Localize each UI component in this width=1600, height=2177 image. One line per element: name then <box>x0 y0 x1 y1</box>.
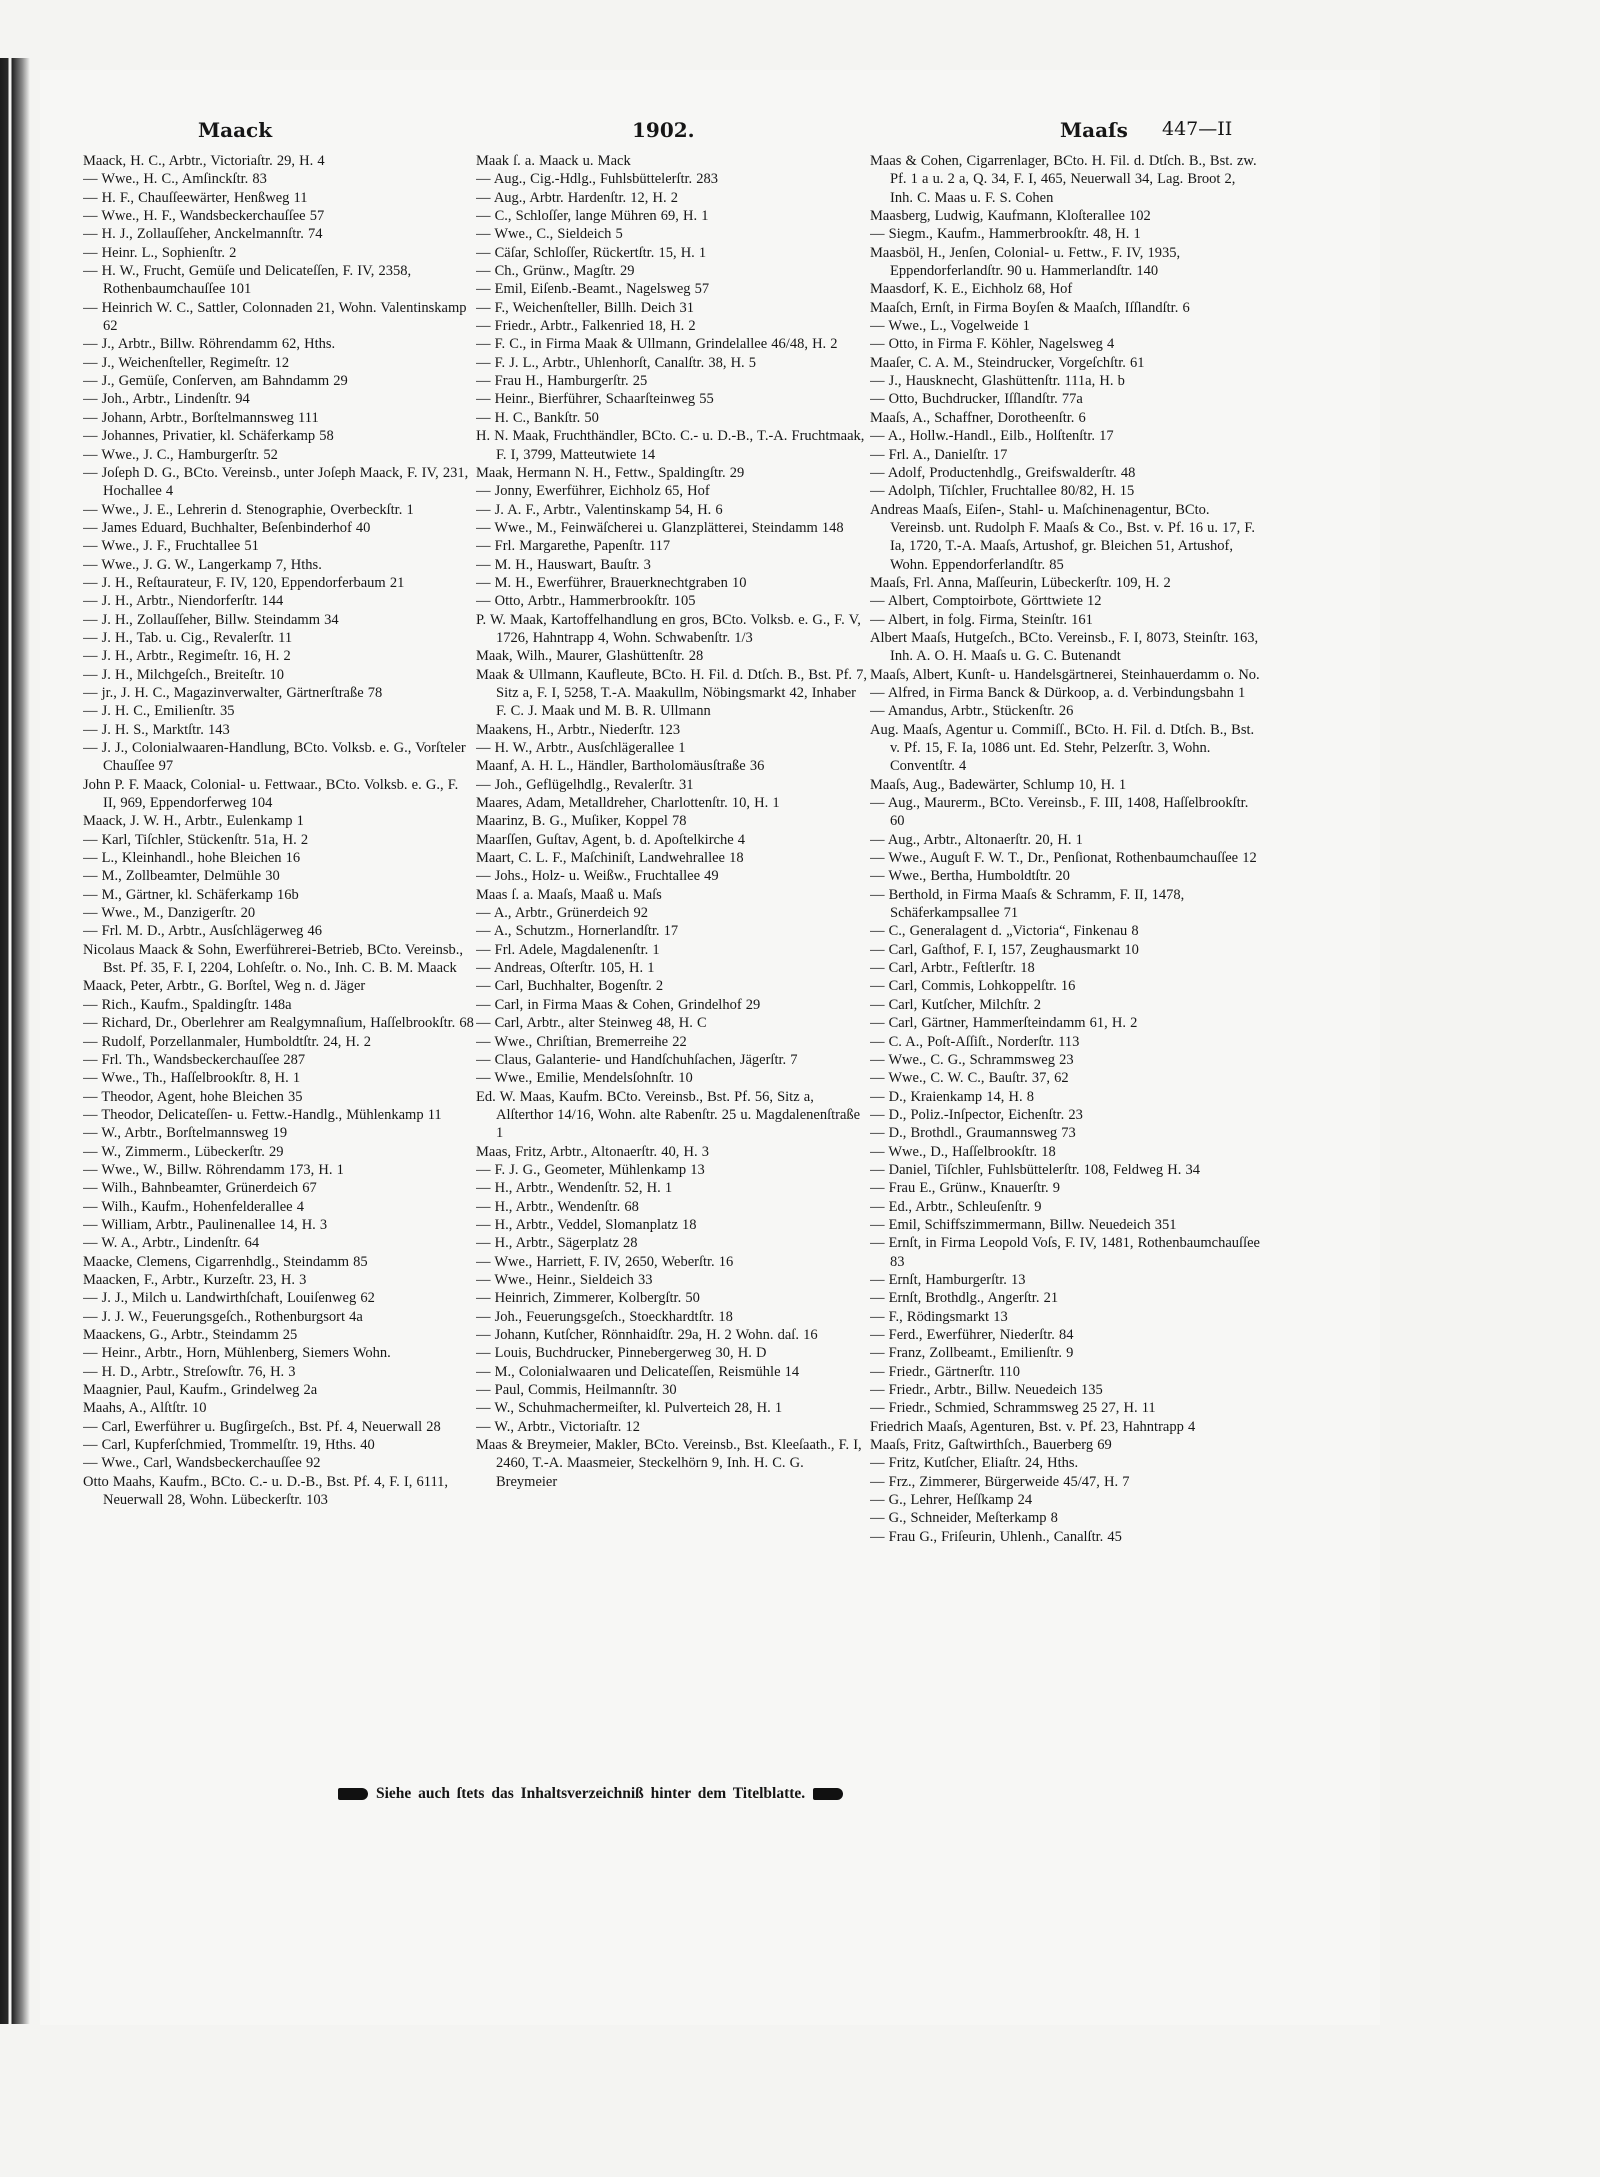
directory-entry: Maas & Cohen, Cigarrenlager, BCto. H. Fil. d. Dtſch. B., Bst. zw. Pf. 1 a u. 2 a, Q. 34, F. I, 465, Neuerwall 34, Lag. Broot 2, Inh. C. Maas u. F. S. Cohen <box>870 153 1257 206</box>
directory-entry: — Wwe., Chriſtian, Bremerreihe 22 <box>476 1033 687 1050</box>
directory-entry: — Wwe., M., Danzigerſtr. 20 <box>83 905 256 922</box>
directory-entry: — Louis, Buchdrucker, Pinnebergerweg 30, H. D <box>476 1345 767 1362</box>
directory-entry: — Wwe., Harriett, F. IV, 2650, Weberſtr. 16 <box>476 1253 734 1270</box>
directory-entry: — Carl, Kutſcher, Milchſtr. 2 <box>870 996 1041 1013</box>
directory-entry: — J., Hausknecht, Glashüttenſtr. 111a, H. b <box>870 373 1125 390</box>
directory-entry: — Aug., Cig.-Hdlg., Fuhlsbüttelerſtr. 283 <box>476 171 719 188</box>
directory-entry: Maart, C. L. F., Maſchiniſt, Landwehrallee 18 <box>476 850 744 867</box>
directory-entry: — Claus, Galanterie- und Handſchuhſachen, Jägerſtr. 7 <box>476 1051 798 1068</box>
directory-entry: — Wwe., J. G. W., Langerkamp 7, Hths. <box>83 556 322 573</box>
directory-entry: — A., Hollw.-Handl., Eilb., Holſtenſtr. 17 <box>870 428 1114 445</box>
directory-entry: John P. F. Maack, Colonial- u. Fettwaar., BCto. Volksb. e. G., F. II, 969, Eppendorferweg 104 <box>83 776 459 812</box>
directory-entry: — James Eduard, Buchhalter, Beſenbinderhof 40 <box>83 519 371 536</box>
directory-entry: — M., Gärtner, kl. Schäferkamp 16b <box>83 886 299 903</box>
directory-entry: Maak & Ullmann, Kaufleute, BCto. H. Fil. d. Dtſch. B., Bst. Pf. 7, Sitz a, F. I, 5258, T.-A. Maakullm, Nöbingsmarkt 42, Inhaber F. C. J. Maak und M. B. R. Ullmann <box>476 666 868 720</box>
directory-entry: — Aug., Arbtr., Altonaerſtr. 20, H. 1 <box>870 831 1083 848</box>
directory-entry: — Joh., Arbtr., Lindenſtr. 94 <box>83 391 250 408</box>
directory-entry: — Wilh., Bahnbeamter, Grünerdeich 67 <box>83 1180 317 1197</box>
directory-entry: — W., Arbtr., Victoriaſtr. 12 <box>476 1418 640 1435</box>
directory-entry: — M., Colonialwaaren und Delicateſſen, Reismühle 14 <box>476 1363 800 1380</box>
directory-entry: Ed. W. Maas, Kaufm. BCto. Vereinsb., Bst. Pf. 56, Sitz a, Alſterthor 14/16, Wohn. alte Rabenſtr. 25 u. Magdalenenſtraße 1 <box>476 1088 861 1142</box>
directory-entry: — Emil, Schiffszimmermann, Billw. Neuedeich 351 <box>870 1216 1177 1233</box>
directory-entry: — Emil, Eiſenb.-Beamt., Nagelsweg 57 <box>476 281 710 298</box>
page-footer <box>330 1785 1230 1803</box>
directory-entry: — H. W., Frucht, Gemüſe und Delicateſſen, F. IV, 2358, Rothenbaumchauſſee 101 <box>83 263 412 298</box>
directory-entry: P. W. Maak, Kartoffelhandlung en gros, BCto. Volksb. e. G., F. V, 1726, Hahntrapp 4, Wohn. Schwabenſtr. 1/3 <box>476 611 861 646</box>
directory-entry: — H., Arbtr., Veddel, Slomanplatz 18 <box>476 1216 697 1233</box>
directory-entry: — Wilh., Kaufm., Hohenfelderallee 4 <box>83 1198 304 1215</box>
directory-entry: — Wwe., M., Feinwäſcherei u. Glanzplätterei, Steindamm 148 <box>476 519 844 536</box>
directory-entry: — Otto, Buchdrucker, Iſſlandſtr. 77a <box>870 391 1083 408</box>
directory-entry: Maasböl, H., Jenſen, Colonial- u. Fettw., F. IV, 1935, Eppendorferlandſtr. 90 u. Hammerlandſtr. 140 <box>870 244 1181 280</box>
directory-entry: Maas ſ. a. Maaſs, Maaß u. Maſs <box>476 886 662 903</box>
directory-entry: — J. H. S., Marktſtr. 143 <box>83 721 230 738</box>
directory-entry: Maasdorf, K. E., Eichholz 68, Hof <box>870 281 1073 298</box>
directory-entry: — Amandus, Arbtr., Stückenſtr. 26 <box>870 703 1074 720</box>
directory-entry: — Daniel, Tiſchler, Fuhlsbüttelerſtr. 108, Feldweg H. 34 <box>870 1161 1200 1178</box>
directory-entry: — Frau G., Friſeurin, Uhlenh., Canalſtr. 45 <box>870 1528 1122 1545</box>
directory-entry: — Carl, Arbtr., Feſtlerſtr. 18 <box>870 960 1035 977</box>
directory-entry: — Wwe., J. C., Hamburgerſtr. 52 <box>83 446 278 463</box>
directory-entry: — W., Zimmerm., Lübeckerſtr. 29 <box>83 1143 284 1160</box>
directory-entry: Maanf, A. H. L., Händler, Bartholomäusſtraße 36 <box>476 758 765 775</box>
directory-entry: — H. J., Zollauſſeher, Anckelmannſtr. 74 <box>83 226 323 243</box>
pointing-hand-icon <box>813 1788 843 1800</box>
directory-entry: Maarinz, B. G., Muſiker, Koppel 78 <box>476 813 687 830</box>
directory-entry: — J., Weichenſteller, Regimeſtr. 12 <box>83 354 290 371</box>
directory-entry: — Jonny, Ewerführer, Eichholz 65, Hof <box>476 483 710 500</box>
directory-entry: — Alfred, in Firma Banck & Dürkoop, a. d. Verbindungsbahn 1 <box>870 684 1246 701</box>
directory-entry: Nicolaus Maack & Sohn, Ewerführerei-Betrieb, BCto. Vereinsb., Bst. Pf. 35, F. I, 2204, Lohſeſtr. o. No., Inh. C. B. M. Maack <box>83 941 464 977</box>
directory-entry: Maares, Adam, Metalldreher, Charlottenſtr. 10, H. 1 <box>476 795 780 812</box>
directory-entry: — Wwe., L., Vogelweide 1 <box>870 318 1030 335</box>
directory-entry: — Frau H., Hamburgerſtr. 25 <box>476 373 648 390</box>
directory-entry: — Andreas, Oſterſtr. 105, H. 1 <box>476 960 655 977</box>
directory-entry: — J. H., Tab. u. Cig., Revalerſtr. 11 <box>83 629 293 646</box>
directory-entry: — M. H., Ewerführer, Brauerknechtgraben 10 <box>476 574 747 591</box>
directory-entry: — F. J. G., Geometer, Mühlenkamp 13 <box>476 1161 705 1178</box>
directory-entry: — Fritz, Kutſcher, Eliaſtr. 24, Hths. <box>870 1455 1079 1472</box>
directory-entry: — Karl, Tiſchler, Stückenſtr. 51a, H. 2 <box>83 831 309 848</box>
directory-entry: — M. H., Hauswart, Bauſtr. 3 <box>476 556 651 573</box>
directory-entry: Andreas Maaſs, Eiſen-, Stahl- u. Maſchinenagentur, BCto. Vereinsb. unt. Rudolph F. Maaſs & Co., Bst. v. Pf. 16 u. 17, F. Ia, 1720, T.-A. Maaſs, Artushof, gr. Bleichen 51, Artushof, Wohn. Eppendorferlandſtr. 85 <box>870 501 1255 573</box>
directory-entry: — Wwe., Auguſt F. W. T., Dr., Penſionat, Rothenbaumchauſſee 12 <box>870 850 1257 867</box>
directory-entry: — Albert, in folg. Firma, Steinſtr. 161 <box>870 611 1093 628</box>
directory-entry: — J. H., Milchgeſch., Breiteſtr. 10 <box>83 666 285 683</box>
directory-entry: — C. A., Poſt-Aſſiſt., Norderſtr. 113 <box>870 1033 1080 1050</box>
directory-entry: — H., Arbtr., Wendenſtr. 68 <box>476 1198 639 1215</box>
directory-entry: — Friedr., Arbtr., Billw. Neuedeich 135 <box>870 1382 1103 1399</box>
directory-entry: — Albert, Comptoirbote, Görttwiete 12 <box>870 593 1102 610</box>
book-binding-edge <box>0 58 30 2024</box>
pointing-hand-icon <box>338 1788 368 1800</box>
directory-entry: — W., Schuhmachermeiſter, kl. Pulverteich 28, H. 1 <box>476 1400 783 1417</box>
directory-entry: — Paul, Commis, Heilmannſtr. 30 <box>476 1382 677 1399</box>
directory-entry: Maas & Breymeier, Makler, BCto. Vereinsb., Bst. Kleeſaath., F. I, 2460, T.-A. Maasmeier, Steckelhörn 9, Inh. H. C. G. Breymeier <box>476 1437 862 1490</box>
header-right-keyword: Maaſs <box>1060 118 1128 142</box>
page-header <box>80 118 1320 148</box>
page-number: 447—II <box>1162 118 1233 140</box>
directory-entry: — Friedr., Arbtr., Falkenried 18, H. 2 <box>476 318 696 335</box>
directory-entry: — D., Kraienkamp 14, H. 8 <box>870 1088 1034 1105</box>
directory-entry: — Carl, in Firma Maas & Cohen, Grindelhof 29 <box>476 996 761 1013</box>
directory-entry: Aug. Maaſs, Agentur u. Commiſſ., BCto. H. Fil. d. Dtſch. B., Bst. v. Pf. 15, F. Ia, 1086 unt. Ed. Stehr, Pelzerſtr. 3, Wohn. Conventſtr. 4 <box>870 721 1255 775</box>
directory-entry: — Otto, Arbtr., Hammerbrookſtr. 105 <box>476 593 696 610</box>
directory-entry: Maaſs, Aug., Badewärter, Schlump 10, H. 1 <box>870 776 1127 793</box>
directory-entry: — C., Generalagent d. „Victoria“, Finkenau 8 <box>870 923 1139 940</box>
header-year: 1902. <box>632 118 695 142</box>
directory-entry: — F. C., in Firma Maak & Ullmann, Grindelallee 46/48, H. 2 <box>476 336 838 353</box>
directory-entry: Maaſs, Fritz, Gaſtwirthſch., Bauerberg 69 <box>870 1437 1112 1454</box>
directory-entry: — D., Brothdl., Graumannsweg 73 <box>870 1125 1076 1142</box>
directory-entry: — Heinrich, Zimmerer, Kolbergſtr. 50 <box>476 1290 700 1307</box>
directory-entry: — Frl. Margarethe, Papenſtr. 117 <box>476 538 671 555</box>
directory-entry: Maacken, F., Arbtr., Kurzeſtr. 23, H. 3 <box>83 1271 307 1288</box>
directory-entry: — Carl, Kupferſchmied, Trommelſtr. 19, Hths. 40 <box>83 1437 375 1454</box>
directory-entry: Maaſer, C. A. M., Steindrucker, Vorgeſchſtr. 61 <box>870 354 1145 371</box>
directory-entry: — H., Arbtr., Wendenſtr. 52, H. 1 <box>476 1180 673 1197</box>
directory-entry: Maarſſen, Guſtav, Agent, b. d. Apoſtelkirche 4 <box>476 831 746 848</box>
directory-entry: — Wwe., Heinr., Sieldeich 33 <box>476 1271 653 1288</box>
directory-entry: Maackens, G., Arbtr., Steindamm 25 <box>83 1327 298 1343</box>
directory-entry: Maaſs, Albert, Kunſt- u. Handelsgärtnerei, Steinhauerdamm o. No. <box>870 666 1260 683</box>
directory-entry: — W., Arbtr., Borſtelmannsweg 19 <box>83 1125 288 1142</box>
directory-entry: Maack, J. W. H., Arbtr., Eulenkamp 1 <box>83 813 304 830</box>
directory-column-1 <box>83 152 475 1762</box>
directory-entry: — Wwe., J. E., Lehrerin d. Stenographie, Overbeckſtr. 1 <box>83 501 414 518</box>
directory-entry: — William, Arbtr., Paulinenallee 14, H. 3 <box>83 1216 328 1233</box>
directory-entry: — Rudolf, Porzellanmaler, Humboldtſtr. 24, H. 2 <box>83 1033 371 1050</box>
directory-entry: — Wwe., C., Sieldeich 5 <box>476 226 623 243</box>
directory-entry: — Frl. A., Danielſtr. 17 <box>870 446 1008 463</box>
directory-entry: — Theodor, Delicateſſen- u. Fettw.-Handlg., Mühlenkamp 11 <box>83 1106 442 1123</box>
directory-entry: — J. H., Reſtaurateur, F. IV, 120, Eppendorferbaum 21 <box>83 574 405 591</box>
directory-entry: — Johs., Holz- u. Weißw., Fruchtallee 49 <box>476 868 719 885</box>
directory-entry: — Frz., Zimmerer, Bürgerweide 45/47, H. 7 <box>870 1473 1130 1490</box>
directory-entry: — J. J., Milch u. Landwirthſchaft, Louiſenweg 62 <box>83 1290 375 1307</box>
directory-entry: — Frau E., Grünw., Knauerſtr. 9 <box>870 1180 1061 1197</box>
directory-entry: — J. H. C., Emilienſtr. 35 <box>83 703 235 720</box>
directory-entry: — Heinr., Bierführer, Schaarſteinweg 55 <box>476 391 714 408</box>
directory-entry: — Adolph, Tiſchler, Fruchtallee 80/82, H. 15 <box>870 483 1135 500</box>
directory-entry: — Heinrich W. C., Sattler, Colonnaden 21, Wohn. Valentinskamp 62 <box>83 299 467 335</box>
directory-entry: — Ernſt, in Firma Leopold Voſs, F. IV, 1481, Rothenbaumchauſſee 83 <box>870 1235 1260 1270</box>
directory-entry: Maak, Wilh., Maurer, Glashüttenſtr. 28 <box>476 648 704 665</box>
directory-entry: — Aug., Maurerm., BCto. Vereinsb., F. III, 1408, Haſſelbrookſtr. 60 <box>870 795 1249 830</box>
directory-entry: — Joh., Feuerungsgeſch., Stoeckhardtſtr. 18 <box>476 1308 733 1325</box>
directory-entry: — Wwe., Carl, Wandsbeckerchauſſee 92 <box>83 1455 321 1472</box>
directory-column-3 <box>870 152 1262 1762</box>
directory-entry: — H., Arbtr., Sägerplatz 28 <box>476 1235 638 1252</box>
directory-entry: — G., Schneider, Meſterkamp 8 <box>870 1510 1058 1527</box>
directory-entry: Maagnier, Paul, Kaufm., Grindelweg 2a <box>83 1382 318 1399</box>
directory-entry: — M., Zollbeamter, Delmühle 30 <box>83 868 280 885</box>
directory-entry: — F., Rödingsmarkt 13 <box>870 1308 1008 1325</box>
directory-entry: — H. D., Arbtr., Streſowſtr. 76, H. 3 <box>83 1363 296 1380</box>
directory-entry: — A., Arbtr., Grünerdeich 92 <box>476 905 648 922</box>
directory-entry: — Carl, Ewerführer u. Bugſirgeſch., Bst. Pf. 4, Neuerwall 28 <box>83 1418 441 1435</box>
directory-entry: — Carl, Gaſthof, F. I, 157, Zeughausmarkt 10 <box>870 941 1139 958</box>
header-left-keyword: Maack <box>198 118 273 142</box>
directory-entry: — Wwe., C. G., Schrammsweg 23 <box>870 1051 1074 1068</box>
directory-entry: Maack, H. C., Arbtr., Victoriaſtr. 29, H. 4 <box>83 153 325 169</box>
directory-entry: Maaſch, Ernſt, in Firma Boyſen & Maaſch, Iſſlandſtr. 6 <box>870 299 1190 316</box>
directory-entry: — Johann, Kutſcher, Rönnhaidſtr. 29a, H. 2 Wohn. daſ. 16 <box>476 1327 818 1343</box>
directory-entry: — F., Weichenſteller, Billh. Deich 31 <box>476 299 694 316</box>
directory-entry: — Joh., Geflügelhdlg., Revalerſtr. 31 <box>476 776 694 793</box>
directory-entry: — Adolf, Productenhdlg., Greifswalderſtr. 48 <box>870 464 1136 481</box>
directory-entry: — Otto, in Firma F. Köhler, Nagelsweg 4 <box>870 336 1115 353</box>
directory-entry: — Ernſt, Hamburgerſtr. 13 <box>870 1271 1026 1288</box>
directory-entry: — J. H., Zollauſſeher, Billw. Steindamm 34 <box>83 611 339 628</box>
directory-entry: — Siegm., Kaufm., Hammerbrookſtr. 48, H. 1 <box>870 226 1141 243</box>
directory-entry: Friedrich Maaſs, Agenturen, Bst. v. Pf. 23, Hahntrapp 4 <box>870 1418 1196 1435</box>
directory-entry: — Johannes, Privatier, kl. Schäferkamp 58 <box>83 428 334 445</box>
directory-entry: — H. W., Arbtr., Ausſchlägerallee 1 <box>476 740 686 756</box>
directory-entry: — C., Schloſſer, lange Mühren 69, H. 1 <box>476 208 709 225</box>
directory-entry: Maasberg, Ludwig, Kaufmann, Kloſterallee 102 <box>870 208 1151 225</box>
directory-entry: — Wwe., D., Haſſelbrookſtr. 18 <box>870 1143 1056 1160</box>
directory-entry: — Wwe., J. F., Fruchtallee 51 <box>83 538 259 555</box>
directory-entry: — W. A., Arbtr., Lindenſtr. 64 <box>83 1235 260 1252</box>
directory-entry: — A., Schutzm., Hornerlandſtr. 17 <box>476 923 679 940</box>
directory-entry: — J. A. F., Arbtr., Valentinskamp 54, H. 6 <box>476 501 723 518</box>
directory-entry: — Carl, Arbtr., alter Steinweg 48, H. C <box>476 1015 707 1032</box>
directory-entry: — L., Kleinhandl., hohe Bleichen 16 <box>83 850 301 867</box>
directory-entry: Maahs, A., Alſtſtr. 10 <box>83 1400 207 1417</box>
directory-entry: Maaſs, A., Schaffner, Dorotheenſtr. 6 <box>870 409 1086 426</box>
directory-entry: — Ch., Grünw., Magſtr. 29 <box>476 263 635 280</box>
directory-entry: — Johann, Arbtr., Borſtelmannsweg 111 <box>83 409 319 426</box>
directory-entry: Albert Maaſs, Hutgeſch., BCto. Vereinsb., F. I, 8073, Steinſtr. 163, Inh. A. O. H. Maaſs u. G. C. Butenandt <box>870 629 1259 665</box>
directory-entry: — Heinr., Arbtr., Horn, Mühlenberg, Siemers Wohn. <box>83 1345 391 1362</box>
directory-entry: Maacke, Clemens, Cigarrenhdlg., Steindamm 85 <box>83 1253 368 1270</box>
directory-entry: — Ferd., Ewerführer, Niederſtr. 84 <box>870 1327 1074 1343</box>
directory-entry: H. N. Maak, Fruchthändler, BCto. C.- u. D.-B., T.-A. Fruchtmaak, F. I, 3799, Matteutwiete 14 <box>476 428 865 463</box>
directory-entry: — Wwe., W., Billw. Röhrendamm 173, H. 1 <box>83 1161 344 1178</box>
directory-entry: — Ernſt, Brothdlg., Angerſtr. 21 <box>870 1290 1059 1307</box>
directory-entry: Otto Maahs, Kaufm., BCto. C.- u. D.-B., Bst. Pf. 4, F. I, 6111, Neuerwall 28, Wohn. Lübeckerſtr. 103 <box>83 1473 449 1509</box>
directory-column-2 <box>476 152 868 1762</box>
directory-entry: — J., Gemüſe, Conſerven, am Bahndamm 29 <box>83 373 348 390</box>
directory-entry: — J. J., Colonialwaaren-Handlung, BCto. Volksb. e. G., Vorſteler Chauſſee 97 <box>83 740 466 775</box>
directory-entry: — Ed., Arbtr., Schleuſenſtr. 9 <box>870 1198 1042 1215</box>
directory-entry: — Wwe., H. C., Amſinckſtr. 83 <box>83 171 267 188</box>
directory-entry: — Frl. M. D., Arbtr., Ausſchlägerweg 46 <box>83 923 323 940</box>
directory-entry: — Wwe., C. W. C., Bauſtr. 37, 62 <box>870 1070 1069 1087</box>
footer-note: Siehe auch ſtets das Inhaltsverzeichniß hinter dem Titelblatte. <box>376 1785 806 1802</box>
directory-entry: — Franz, Zollbeamt., Emilienſtr. 9 <box>870 1345 1074 1362</box>
directory-entry: — Friedr., Schmied, Schrammsweg 25 27, H. 11 <box>870 1400 1156 1417</box>
directory-entry: — Aug., Arbtr. Hardenſtr. 12, H. 2 <box>476 189 678 206</box>
directory-entry: Maack, Peter, Arbtr., G. Borſtel, Weg n. d. Jäger <box>83 978 366 995</box>
directory-entry: — F. J. L., Arbtr., Uhlenhorſt, Canalſtr. 38, H. 5 <box>476 354 757 371</box>
directory-entry: — Rich., Kaufm., Spaldingſtr. 148a <box>83 996 292 1013</box>
directory-entry: — Frl. Adele, Magdalenenſtr. 1 <box>476 941 660 958</box>
directory-entry: — jr., J. H. C., Magazinverwalter, Gärtnerſtraße 78 <box>83 684 383 701</box>
directory-entry: — Frl. Th., Wandsbeckerchauſſee 287 <box>83 1051 306 1068</box>
directory-entry: Maakens, H., Arbtr., Niederſtr. 123 <box>476 721 681 738</box>
directory-entry: — G., Lehrer, Heſſkamp 24 <box>870 1492 1033 1509</box>
directory-entry: — Carl, Commis, Lohkoppelſtr. 16 <box>870 978 1076 995</box>
directory-entry: — J. J. W., Feuerungsgeſch., Rothenburgsort 4a <box>83 1308 363 1325</box>
directory-entry: — Heinr. L., Sophienſtr. 2 <box>83 244 237 261</box>
directory-entry: — H. C., Bankſtr. 50 <box>476 409 599 426</box>
directory-entry: — Friedr., Gärtnerſtr. 110 <box>870 1363 1020 1380</box>
directory-entry: Maas, Fritz, Arbtr., Altonaerſtr. 40, H. 3 <box>476 1143 709 1160</box>
directory-entry: — Wwe., Bertha, Humboldtſtr. 20 <box>870 868 1070 885</box>
directory-entry: — Joſeph D. G., BCto. Vereinsb., unter Joſeph Maack, F. IV, 231, Hochallee 4 <box>83 464 469 500</box>
directory-entry: Maak, Hermann N. H., Fettw., Spaldingſtr. 29 <box>476 464 745 481</box>
directory-entry: — Carl, Gärtner, Hammerſteindamm 61, H. 2 <box>870 1015 1138 1032</box>
directory-entry: — Berthold, in Firma Maaſs & Schramm, F. II, 1478, Schäferkampsallee 71 <box>870 886 1185 922</box>
directory-entry: — J. H., Arbtr., Regimeſtr. 16, H. 2 <box>83 648 291 665</box>
directory-entry: — Wwe., H. F., Wandsbeckerchauſſee 57 <box>83 208 325 225</box>
directory-entry: — Cäſar, Schloſſer, Rückertſtr. 15, H. 1 <box>476 244 707 261</box>
directory-entry: Maaſs, Frl. Anna, Maſſeurin, Lübeckerſtr. 109, H. 2 <box>870 574 1171 591</box>
directory-entry: — Theodor, Agent, hohe Bleichen 35 <box>83 1088 303 1105</box>
directory-entry: — H. F., Chauſſeewärter, Henßweg 11 <box>83 189 308 206</box>
directory-entry: — Wwe., Th., Haſſelbrookſtr. 8, H. 1 <box>83 1070 301 1087</box>
directory-entry: — J. H., Arbtr., Niendorferſtr. 144 <box>83 593 284 610</box>
directory-entry: — J., Arbtr., Billw. Röhrendamm 62, Hths. <box>83 336 336 353</box>
directory-entry: — Carl, Buchhalter, Bogenſtr. 2 <box>476 978 664 995</box>
directory-entry: — Wwe., Emilie, Mendelsſohnſtr. 10 <box>476 1070 693 1087</box>
directory-entry: — D., Poliz.-Inſpector, Eichenſtr. 23 <box>870 1106 1083 1123</box>
directory-entry: — Richard, Dr., Oberlehrer am Realgymnaſium, Haſſelbrookſtr. 68 <box>83 1015 474 1032</box>
directory-entry: Maak ſ. a. Maack u. Mack <box>476 153 631 169</box>
